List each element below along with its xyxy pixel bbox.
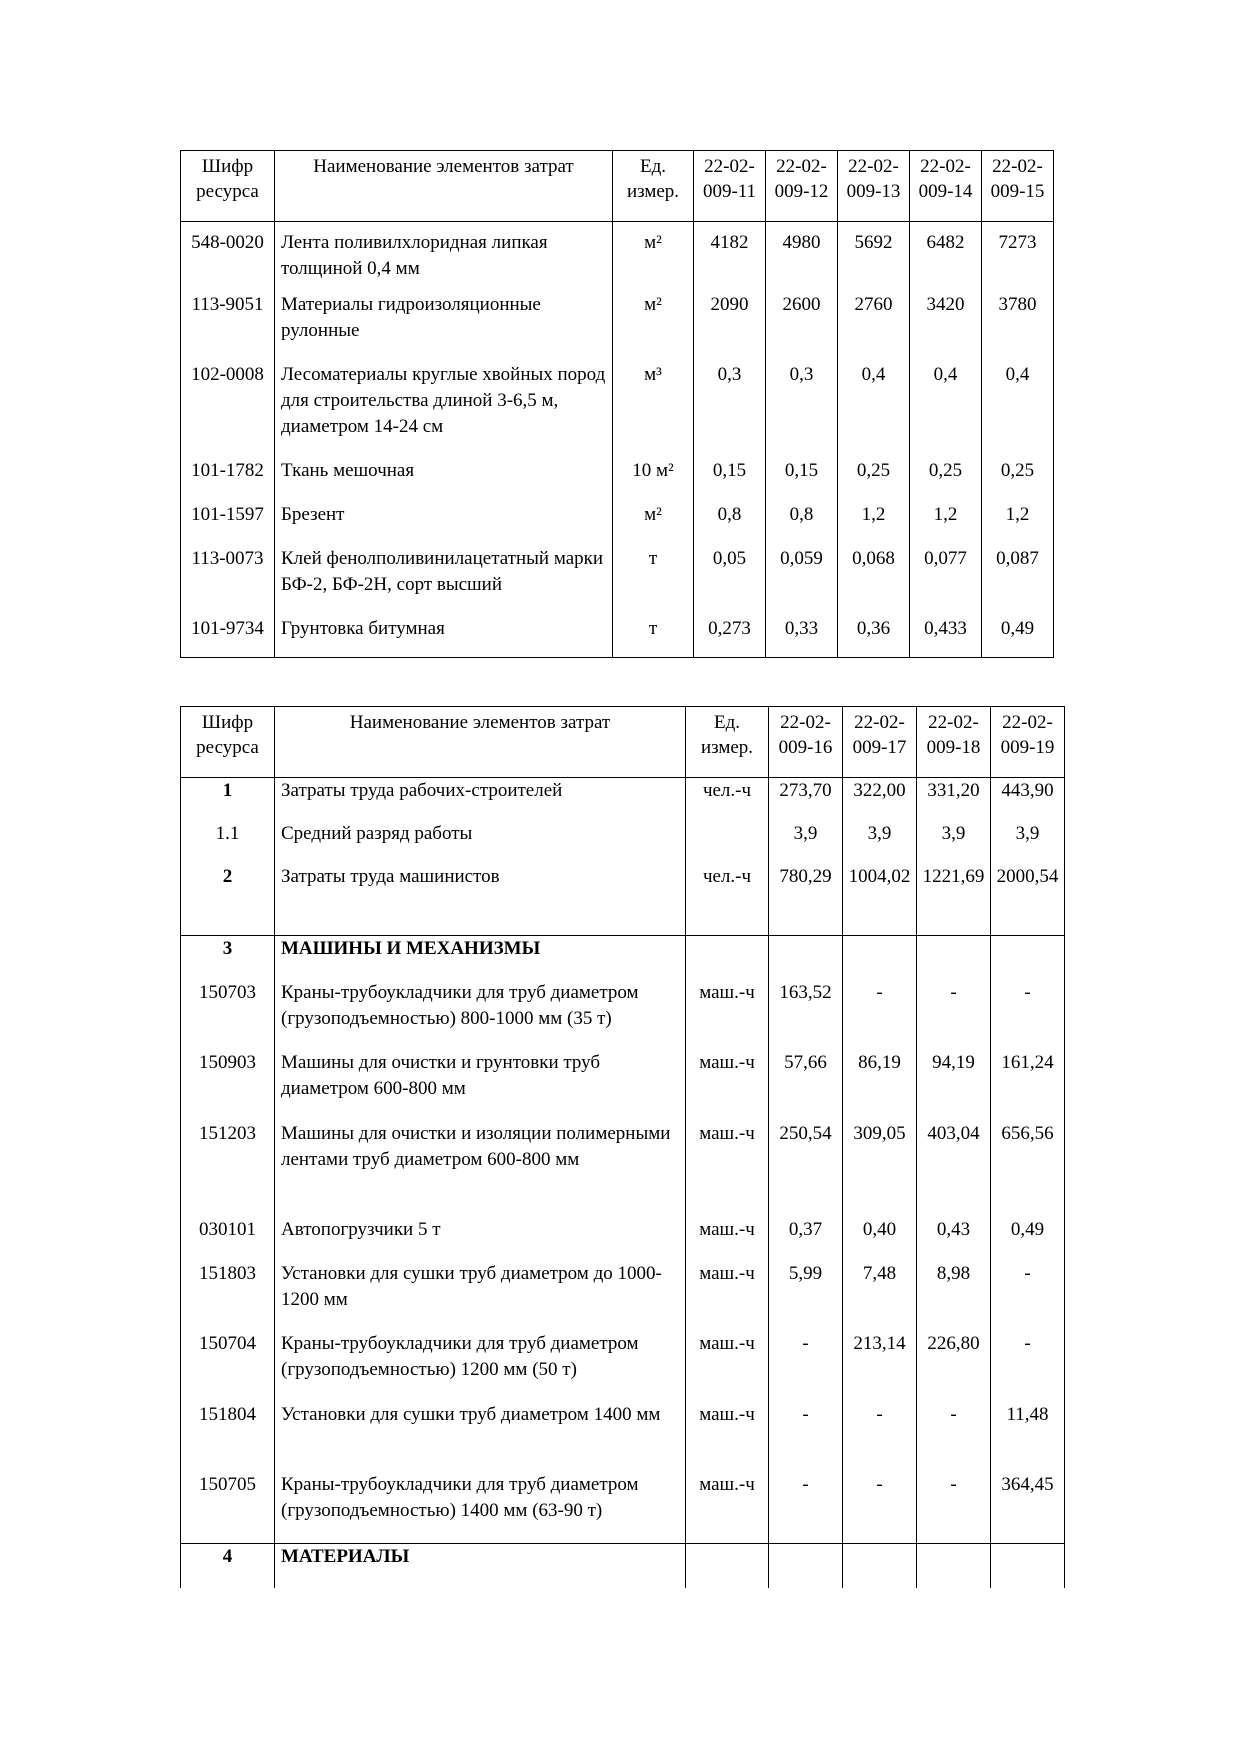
value-cell: - xyxy=(991,980,1065,1050)
value-cell: 94,19 xyxy=(917,1050,991,1121)
value-cell: 1221,69 xyxy=(917,864,991,936)
value-cell: 0,43 xyxy=(917,1217,991,1261)
unit: чел.-ч xyxy=(686,778,769,821)
value-cell: 7273 xyxy=(982,222,1054,292)
resource-name: Автопогрузчики 5 т xyxy=(275,1217,686,1261)
unit: маш.-ч xyxy=(686,1121,769,1217)
value-cell: 656,56 xyxy=(991,1121,1065,1217)
value-cell: 0,36 xyxy=(838,616,910,658)
unit xyxy=(686,936,769,980)
resource-name: Краны-трубоукладчики для труб диаметром (грузоподъемностью) 1200 мм (50 т) xyxy=(275,1331,686,1402)
col-header-norm: 22-02-009-19 xyxy=(991,707,1065,778)
section-number: 4 xyxy=(181,1544,275,1588)
value-cell: 0,059 xyxy=(766,546,838,616)
value-cell xyxy=(991,1544,1065,1588)
resource-code: 151804 xyxy=(181,1402,275,1472)
table-row xyxy=(181,1472,1065,1544)
value-cell: - xyxy=(769,1402,843,1472)
value-cell: - xyxy=(917,980,991,1050)
value-cell: - xyxy=(843,1472,917,1544)
resource-code: 101-9734 xyxy=(181,616,275,658)
table-row xyxy=(181,222,1054,292)
value-cell: 0,4 xyxy=(982,362,1054,458)
value-cell: 0,49 xyxy=(982,616,1054,658)
table-row xyxy=(181,1121,1065,1217)
value-cell: 6482 xyxy=(910,222,982,292)
value-cell: - xyxy=(991,1331,1065,1402)
table-row xyxy=(181,821,1065,864)
unit: маш.-ч xyxy=(686,1331,769,1402)
value-cell: 0,05 xyxy=(694,546,766,616)
value-cell: 0,8 xyxy=(766,502,838,546)
value-cell: 4182 xyxy=(694,222,766,292)
resource-code: 150705 xyxy=(181,1472,275,1544)
value-cell: 1,2 xyxy=(838,502,910,546)
unit: маш.-ч xyxy=(686,1050,769,1121)
unit: м² xyxy=(613,292,694,362)
section-row xyxy=(181,936,1065,980)
resource-name: Установки для сушки труб диаметром 1400 мм xyxy=(275,1402,686,1472)
table-row xyxy=(181,1331,1065,1402)
value-cell: 403,04 xyxy=(917,1121,991,1217)
value-cell: 309,05 xyxy=(843,1121,917,1217)
unit xyxy=(686,1544,769,1588)
resource-code: 150703 xyxy=(181,980,275,1050)
table-row xyxy=(181,1217,1065,1261)
resource-name: Материалы гидроизоляционные рулонные xyxy=(275,292,613,362)
table-row xyxy=(181,1402,1065,1472)
value-cell xyxy=(769,936,843,980)
unit: т xyxy=(613,546,694,616)
col-header-code: Шифр ресурса xyxy=(181,151,275,222)
value-cell: 780,29 xyxy=(769,864,843,936)
value-cell: - xyxy=(843,980,917,1050)
value-cell: 0,40 xyxy=(843,1217,917,1261)
resource-code: 151803 xyxy=(181,1261,275,1331)
unit: маш.-ч xyxy=(686,1472,769,1544)
resource-name: Грунтовка битумная xyxy=(275,616,613,658)
section-row xyxy=(181,1544,1065,1588)
table-row xyxy=(181,1261,1065,1331)
resource-name: Краны-трубоукладчики для труб диаметром (грузоподъемностью) 800-1000 мм (35 т) xyxy=(275,980,686,1050)
value-cell: 443,90 xyxy=(991,778,1065,821)
value-cell xyxy=(917,1544,991,1588)
value-cell: 0,8 xyxy=(694,502,766,546)
unit: маш.-ч xyxy=(686,1217,769,1261)
section-title: МАТЕРИАЛЫ xyxy=(275,1544,686,1588)
value-cell: 322,00 xyxy=(843,778,917,821)
col-header-unit: Ед. измер. xyxy=(613,151,694,222)
col-header-norm: 22-02-009-17 xyxy=(843,707,917,778)
col-header-norm: 22-02-009-13 xyxy=(838,151,910,222)
value-cell: 0,3 xyxy=(694,362,766,458)
resource-table-2 xyxy=(180,706,1065,1588)
value-cell: 0,4 xyxy=(838,362,910,458)
section-number: 3 xyxy=(181,936,275,980)
resource-code: 1 xyxy=(181,778,275,821)
col-header-norm: 22-02-009-16 xyxy=(769,707,843,778)
resource-name: Затраты труда рабочих-строителей xyxy=(275,778,686,821)
col-header-unit: Ед. измер. xyxy=(686,707,769,778)
resource-name: Клей фенолполивинилацетатный марки БФ-2, БФ-2Н, сорт высший xyxy=(275,546,613,616)
unit: м² xyxy=(613,502,694,546)
unit: м³ xyxy=(613,362,694,458)
value-cell: 0,15 xyxy=(766,458,838,502)
value-cell: 0,49 xyxy=(991,1217,1065,1261)
table-header-row xyxy=(181,707,1065,778)
value-cell xyxy=(769,1544,843,1588)
table-row xyxy=(181,502,1054,546)
col-header-norm: 22-02-009-14 xyxy=(910,151,982,222)
value-cell: 163,52 xyxy=(769,980,843,1050)
resource-table-1 xyxy=(180,150,1054,658)
resource-name: Краны-трубоукладчики для труб диаметром (грузоподъемностью) 1400 мм (63-90 т) xyxy=(275,1472,686,1544)
unit: маш.-ч xyxy=(686,980,769,1050)
value-cell: 1,2 xyxy=(982,502,1054,546)
col-header-code: Шифр ресурса xyxy=(181,707,275,778)
resource-name: Лесоматериалы круглые хвойных пород для строительства длиной 3-6,5 м, диаметром 14-24 см xyxy=(275,362,613,458)
resource-code: 150704 xyxy=(181,1331,275,1402)
table-row xyxy=(181,292,1054,362)
value-cell: 0,3 xyxy=(766,362,838,458)
unit: чел.-ч xyxy=(686,864,769,936)
table-row xyxy=(181,362,1054,458)
value-cell: 2760 xyxy=(838,292,910,362)
unit: м² xyxy=(613,222,694,292)
value-cell: - xyxy=(917,1402,991,1472)
value-cell: 161,24 xyxy=(991,1050,1065,1121)
resource-name: Машины для очистки и грунтовки труб диаметром 600-800 мм xyxy=(275,1050,686,1121)
resource-name: Средний разряд работы xyxy=(275,821,686,864)
value-cell: 2000,54 xyxy=(991,864,1065,936)
resource-name: Затраты труда машинистов xyxy=(275,864,686,936)
resource-name: Ткань мешочная xyxy=(275,458,613,502)
table-row xyxy=(181,616,1054,658)
value-cell: 1,2 xyxy=(910,502,982,546)
value-cell: 2090 xyxy=(694,292,766,362)
value-cell: 0,077 xyxy=(910,546,982,616)
value-cell: 226,80 xyxy=(917,1331,991,1402)
value-cell: 11,48 xyxy=(991,1402,1065,1472)
value-cell: 7,48 xyxy=(843,1261,917,1331)
resource-code: 102-0008 xyxy=(181,362,275,458)
unit: т xyxy=(613,616,694,658)
value-cell: 5692 xyxy=(838,222,910,292)
value-cell: 3420 xyxy=(910,292,982,362)
col-header-norm: 22-02-009-15 xyxy=(982,151,1054,222)
value-cell: 0,25 xyxy=(982,458,1054,502)
value-cell xyxy=(843,936,917,980)
resource-code: 030101 xyxy=(181,1217,275,1261)
unit: 10 м² xyxy=(613,458,694,502)
resource-code: 101-1782 xyxy=(181,458,275,502)
table-row xyxy=(181,778,1065,821)
value-cell: 331,20 xyxy=(917,778,991,821)
resource-name: Установки для сушки труб диаметром до 1000-1200 мм xyxy=(275,1261,686,1331)
resource-name: Брезент xyxy=(275,502,613,546)
resource-code: 101-1597 xyxy=(181,502,275,546)
value-cell: 2600 xyxy=(766,292,838,362)
table-row xyxy=(181,546,1054,616)
value-cell: 0,25 xyxy=(838,458,910,502)
value-cell: 5,99 xyxy=(769,1261,843,1331)
unit xyxy=(686,821,769,864)
value-cell: - xyxy=(917,1472,991,1544)
value-cell: 3,9 xyxy=(769,821,843,864)
table-row xyxy=(181,980,1065,1050)
resource-code: 2 xyxy=(181,864,275,936)
resource-code: 1.1 xyxy=(181,821,275,864)
value-cell: 213,14 xyxy=(843,1331,917,1402)
value-cell xyxy=(843,1544,917,1588)
value-cell: 0,087 xyxy=(982,546,1054,616)
value-cell: 1004,02 xyxy=(843,864,917,936)
value-cell: 250,54 xyxy=(769,1121,843,1217)
value-cell: - xyxy=(769,1472,843,1544)
value-cell xyxy=(917,936,991,980)
value-cell: 3,9 xyxy=(991,821,1065,864)
resource-name: Машины для очистки и изоляции полимерными лентами труб диаметром 600-800 мм xyxy=(275,1121,686,1217)
table-header-row xyxy=(181,151,1054,222)
unit: маш.-ч xyxy=(686,1402,769,1472)
resource-code: 113-0073 xyxy=(181,546,275,616)
table-row xyxy=(181,458,1054,502)
value-cell: 0,068 xyxy=(838,546,910,616)
resource-code: 151203 xyxy=(181,1121,275,1217)
section-title: МАШИНЫ И МЕХАНИЗМЫ xyxy=(275,936,686,980)
value-cell: 273,70 xyxy=(769,778,843,821)
value-cell: 364,45 xyxy=(991,1472,1065,1544)
value-cell: 3,9 xyxy=(843,821,917,864)
resource-name: Лента поливилхлоридная липкая толщиной 0,4 мм xyxy=(275,222,613,292)
value-cell: 0,33 xyxy=(766,616,838,658)
value-cell: 3,9 xyxy=(917,821,991,864)
value-cell: 86,19 xyxy=(843,1050,917,1121)
value-cell: 3780 xyxy=(982,292,1054,362)
value-cell: 0,25 xyxy=(910,458,982,502)
value-cell: 0,4 xyxy=(910,362,982,458)
value-cell: - xyxy=(843,1402,917,1472)
col-header-name: Наименование элементов затрат xyxy=(275,707,686,778)
resource-code: 548-0020 xyxy=(181,222,275,292)
resource-code: 150903 xyxy=(181,1050,275,1121)
value-cell: 0,433 xyxy=(910,616,982,658)
resource-code: 113-9051 xyxy=(181,292,275,362)
unit: маш.-ч xyxy=(686,1261,769,1331)
table-row xyxy=(181,864,1065,936)
value-cell: - xyxy=(991,1261,1065,1331)
value-cell: 57,66 xyxy=(769,1050,843,1121)
col-header-name: Наименование элементов затрат xyxy=(275,151,613,222)
value-cell: - xyxy=(769,1331,843,1402)
value-cell xyxy=(991,936,1065,980)
col-header-norm: 22-02-009-18 xyxy=(917,707,991,778)
value-cell: 0,273 xyxy=(694,616,766,658)
value-cell: 0,15 xyxy=(694,458,766,502)
col-header-norm: 22-02-009-12 xyxy=(766,151,838,222)
col-header-norm: 22-02-009-11 xyxy=(694,151,766,222)
table-row xyxy=(181,1050,1065,1121)
value-cell: 4980 xyxy=(766,222,838,292)
value-cell: 8,98 xyxy=(917,1261,991,1331)
value-cell: 0,37 xyxy=(769,1217,843,1261)
